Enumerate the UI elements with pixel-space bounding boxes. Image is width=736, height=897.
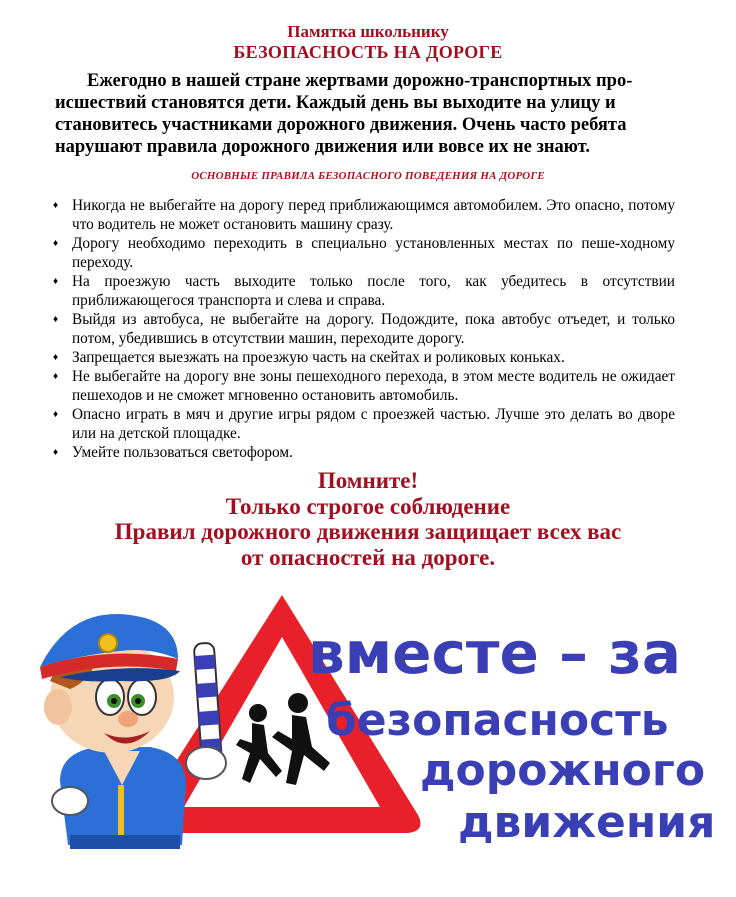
intro-line: исшествий становятся дети. Каждый день вы выходите на улицу и [55, 93, 616, 113]
diamond-bullet-icon: ♦ [53, 447, 59, 458]
rules-heading: ОСНОВНЫЕ ПРАВИЛА БЕЗОПАСНОГО ПОВЕДЕНИЯ НА ДОРОГЕ [191, 170, 545, 182]
list-item [50, 310, 675, 348]
list-item [50, 348, 675, 367]
intro-line: Ежегодно в нашей стране жертвами дорожно-транспортных про- [87, 71, 633, 91]
rule-text: Опасно играть в мяч и другие игры рядом с проезжей частью. Лучше это делать во дворе или на детской площадке. [72, 406, 675, 442]
diamond-bullet-icon: ♦ [53, 409, 59, 420]
diamond-bullet-icon: ♦ [53, 276, 59, 287]
rule-text: Выйдя из автобуса, не выбегайте на дорогу. Подождите, пока автобус отъедет, и только потом, убедившись в отсутствии машин, переходите дорогу. [72, 311, 675, 347]
rule-text: Никогда не выбегайте на дорогу перед приближающимся автомобилем. Это опасно, потому что водитель не может остановить машину сразу. [72, 197, 675, 233]
diamond-bullet-icon: ♦ [53, 371, 59, 382]
list-item [50, 196, 675, 234]
remember-line: Правил дорожного движения защищает всех вас [114, 519, 622, 544]
list-item [50, 272, 675, 310]
diamond-bullet-icon: ♦ [53, 200, 59, 211]
rule-text: Запрещается выезжать на проезжую часть на скейтах и роликовых коньках. [72, 349, 565, 366]
remember-block [0, 468, 736, 570]
memo-subtitle: Памятка школьнику [287, 22, 449, 41]
diamond-bullet-icon: ♦ [53, 314, 59, 325]
diamond-bullet-icon: ♦ [53, 238, 59, 249]
slogan-line: безопасность [326, 695, 669, 746]
poster-illustration [0, 585, 736, 897]
rule-text: Не выбегайте на дорогу вне зоны пешеходного перехода, в этом месте водитель не ожидает пешеходов и не сможет мгновенно остановить автомобиль. [72, 368, 675, 404]
diamond-bullet-icon: ♦ [53, 352, 59, 363]
list-item [50, 234, 675, 272]
intro-line: становитесь участниками дорожного движения. Очень часто ребята [55, 115, 627, 135]
list-item [50, 367, 675, 405]
remember-line: Помните! [317, 468, 419, 493]
remember-line: от опасностей на дороге. [240, 544, 496, 570]
rule-text: Умейте пользоваться светофором. [72, 444, 293, 461]
list-item [50, 443, 675, 462]
rules-list [50, 196, 675, 462]
rule-text: Дорогу необходимо переходить в специально установленных местах по пеше-ходному переходу. [72, 235, 675, 271]
slogan-line: вместе – за [308, 619, 682, 687]
rule-text: На проезжую часть выходите только после того, как убедитесь в отсутствии приближающегося транспорта и слева и справа. [72, 273, 675, 309]
remember-line: Только строгое соблюдение [225, 493, 511, 519]
intro-line: нарушают правила дорожного движения или вовсе их не знают. [55, 137, 591, 157]
page-title: БЕЗОПАСНОСТЬ НА ДОРОГЕ [233, 42, 503, 62]
intro-paragraph [55, 70, 675, 158]
slogan-line: движения [458, 797, 716, 848]
slogan-line: дорожного [420, 745, 706, 796]
list-item [50, 405, 675, 443]
